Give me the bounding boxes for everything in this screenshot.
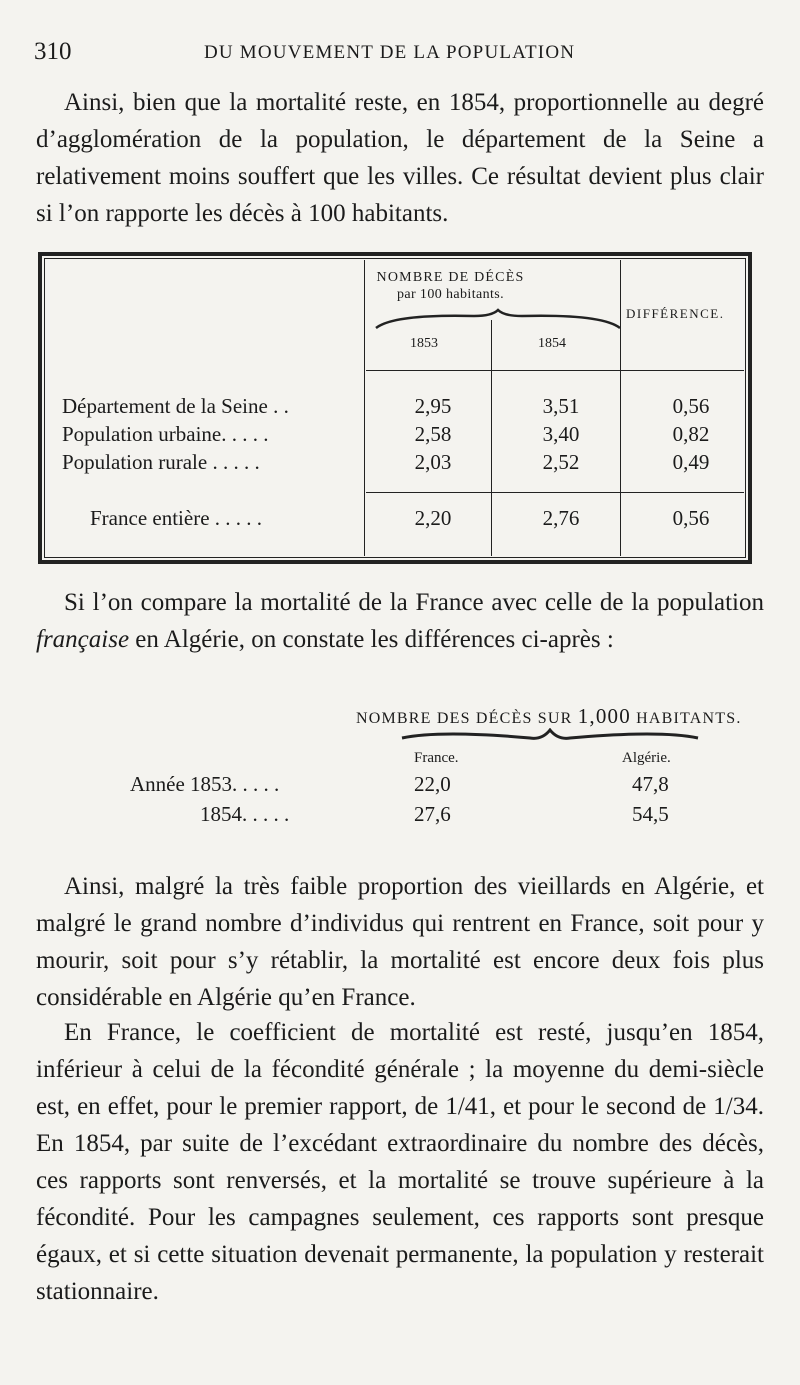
algeria-title-c: HABITANTS. [630, 710, 742, 727]
cell-urban-1853: 2,58 [414, 422, 452, 446]
paragraph-1 [36, 84, 764, 232]
column-divider [620, 260, 621, 556]
column-header-1853: 1853 [410, 336, 438, 351]
group-header [338, 270, 563, 303]
algeria-brace [400, 728, 700, 750]
page-number: 310 [34, 38, 72, 65]
running-title: DU MOUVEMENT DE LA POPULATION [204, 42, 576, 63]
paragraph-2-emphasis: française [36, 626, 130, 653]
column-algerie: Algérie. [622, 750, 671, 766]
algeria-row-label-1853: Année 1853. . . . . [130, 772, 280, 796]
algeria-row-label-1854: 1854. . . . . [200, 802, 290, 826]
paragraph-3 [36, 868, 764, 1016]
algeria-cell-1854-france: 27,6 [414, 802, 451, 826]
row-label-rural: Population rurale . . . . . [62, 450, 260, 474]
paragraph-3-text: Ainsi, malgré la très faible proportion des vieillards en Algérie, et malgré le grand nombre d’individus qui rentrent en France, soit pour y mourir, soit pour s’y rétablir, la mortalité est encore deux fois plus considérable en Algérie qu’en France. [36, 873, 764, 1011]
algeria-cell-1853-france: 22,0 [414, 772, 451, 796]
column-divider [364, 260, 365, 556]
cell-seine-1853: 2,95 [414, 394, 452, 418]
column-france: France. [414, 750, 459, 766]
column-header-1854: 1854 [538, 336, 566, 351]
algeria-title-a: NOMBRE DES DÉCÈS SUR [356, 710, 578, 727]
paragraph-4-text: En France, le coefficient de mortalité est resté, jusqu’en 1854, inférieur à celui de la fécondité générale ; la moyenne du demi-siècle est, en effet, pour le premier rapport, de 1/41, et pour le second de 1/34. En 1854, par suite de l’excédant extraordinaire du nombre des décès, ces rapports sont renversés, et la mortalité se trouve supérieure à la fécondité. Pour les campagnes seulement, ces rapports sont presque égaux, et si cette situation devenait permanente, la population y resterait stationnaire. [36, 1019, 764, 1305]
cell-total-1853: 2,20 [414, 506, 452, 530]
mortality-table [38, 252, 752, 564]
algeria-table-title [356, 704, 742, 729]
algeria-cell-1854-algerie: 54,5 [632, 802, 669, 826]
page-header [34, 38, 754, 74]
cell-urban-diff: 0,82 [672, 422, 710, 446]
paragraph-4 [36, 1014, 764, 1310]
algeria-title-number: 1,000 [577, 704, 631, 728]
cell-urban-1854: 3,40 [542, 422, 580, 446]
cell-rural-1853: 2,03 [414, 450, 452, 474]
cell-seine-diff: 0,56 [672, 394, 710, 418]
group-header-subtitle: par 100 habitants. [396, 287, 505, 302]
row-label-total: France entière . . . . . [90, 506, 263, 530]
header-rule [366, 370, 744, 371]
row-label-seine: Département de la Seine . . [62, 394, 289, 418]
cell-total-diff: 0,56 [672, 506, 710, 530]
group-brace [374, 308, 622, 330]
cell-total-1854: 2,76 [542, 506, 580, 530]
total-rule [366, 492, 744, 493]
cell-seine-1854: 3,51 [542, 394, 580, 418]
paragraph-2-text-a: Si l’on compare la mortalité de la France avec celle de la population [64, 589, 764, 616]
row-label-urban: Population urbaine. . . . . [62, 422, 269, 446]
algeria-cell-1853-algerie: 47,8 [632, 772, 669, 796]
cell-rural-1854: 2,52 [542, 450, 580, 474]
paragraph-1-text: Ainsi, bien que la mortalité reste, en 1854, proportionnelle au degré d’agglomération de la population, le département de la Seine a relativement moins souffert que les villes. Ce résultat devient plus clair si l’on rapporte les décès à 100 habitants. [36, 89, 764, 227]
column-divider [491, 320, 492, 556]
column-header-difference: DIFFÉRENCE. [626, 306, 725, 321]
paragraph-2-text-b: en Algérie, on constate les différences ci-après : [129, 626, 614, 653]
cell-rural-diff: 0,49 [672, 450, 710, 474]
paragraph-2 [36, 584, 764, 658]
group-header-title: NOMBRE DE DÉCÈS [376, 270, 525, 285]
